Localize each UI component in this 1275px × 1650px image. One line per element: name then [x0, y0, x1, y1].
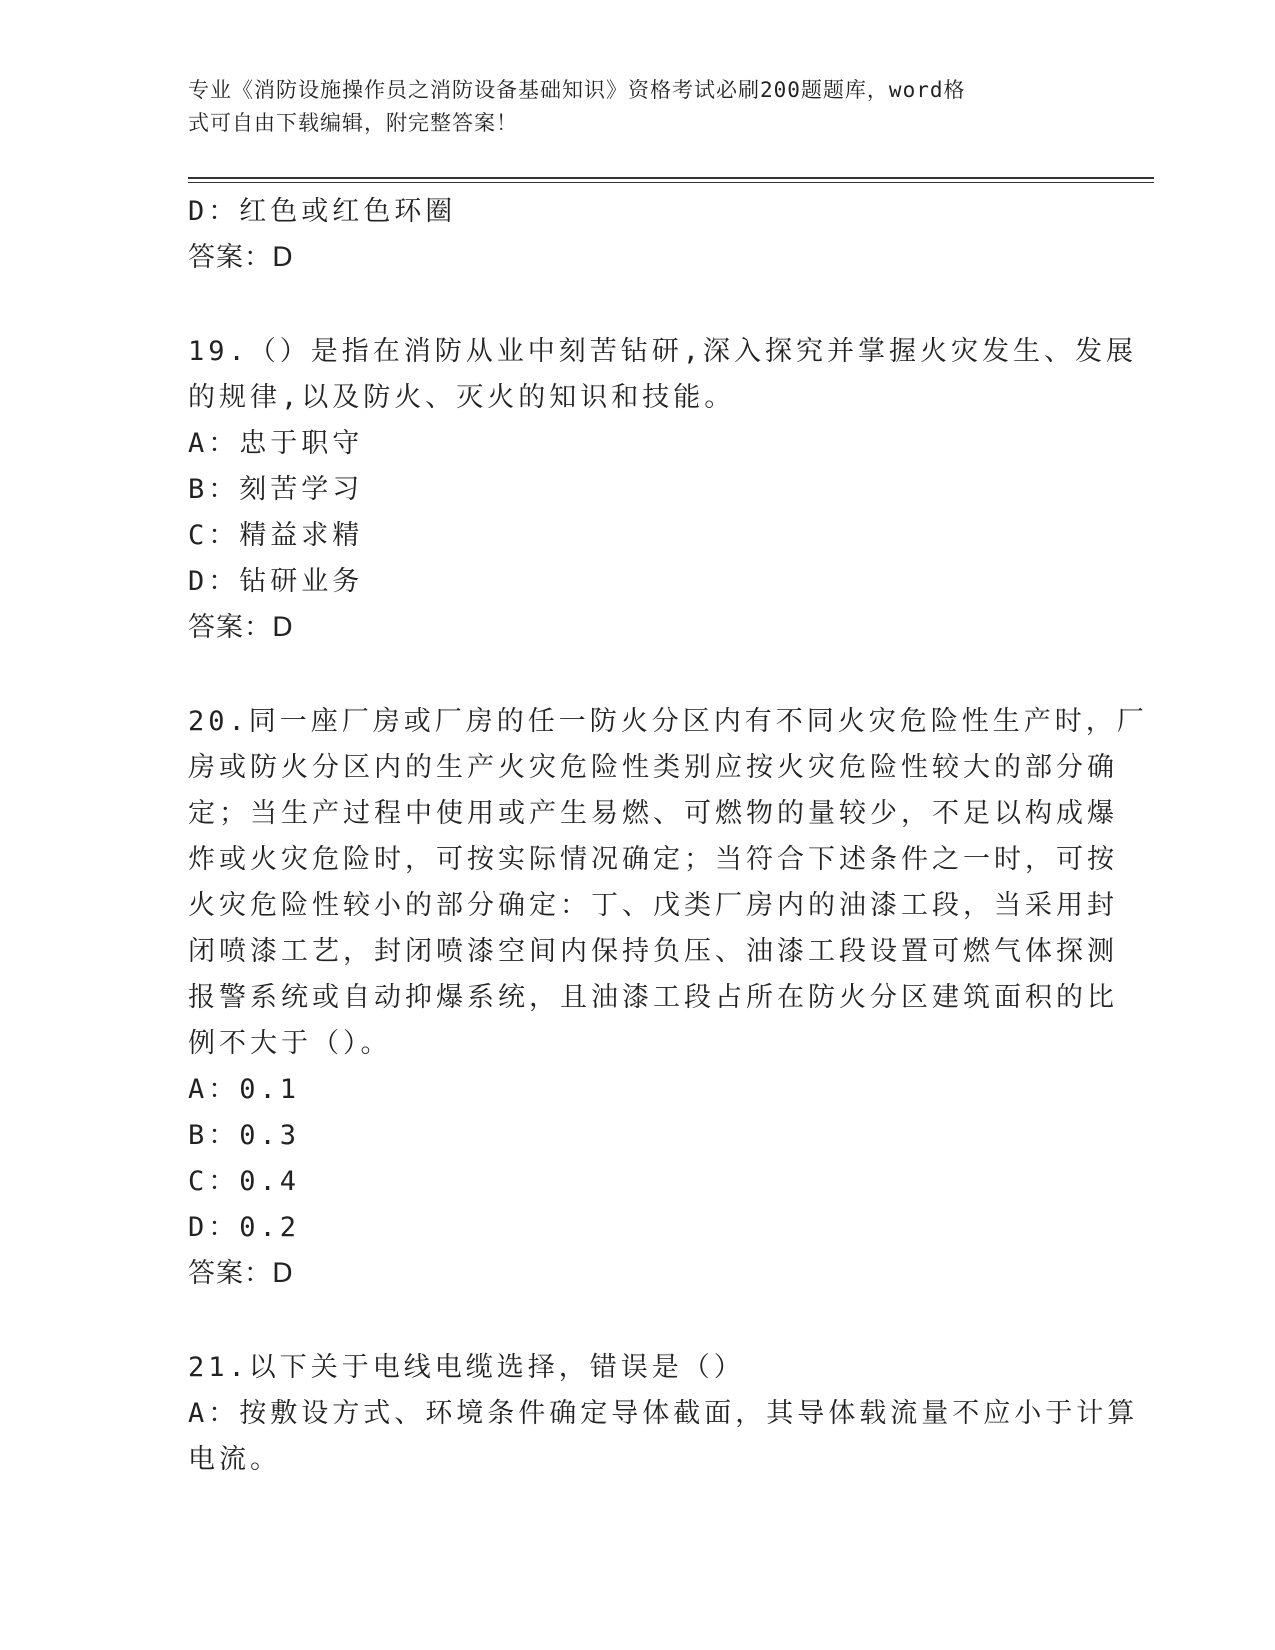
option-b: B：刻苦学习 — [188, 474, 364, 505]
option-d: D：红色或红色环圈 — [188, 196, 457, 227]
header-line-2: 式可自由下载编辑，附完整答案！ — [188, 111, 518, 135]
question-text-line: 炸或火灾危险时，可按实际情况确定；当符合下述条件之一时，可按 — [188, 844, 1118, 875]
question-text-line: 定；当生产过程中使用或产生易燃、可燃物的量较少，不足以构成爆 — [188, 798, 1118, 829]
header-line-1: 专业《消防设施操作员之消防设备基础知识》资格考试必刷200题题库，word格 — [188, 78, 966, 102]
question-text-line: 火灾危险性较小的部分确定：丁、戊类厂房内的油漆工段，当采用封 — [188, 890, 1118, 921]
answer-line: 答案：D — [188, 242, 294, 273]
question-text-line: 的规律,以及防火、灭火的知识和技能。 — [188, 382, 736, 413]
question-text-line: 例不大于（）。 — [188, 1028, 392, 1059]
question-text-line: 19.（）是指在消防从业中刻苦钻研,深入探究并掌握火灾发生、发展 — [188, 336, 1138, 367]
option-a: A：按敷设方式、环境条件确定导体截面，其导体载流量不应小于计算 — [188, 1398, 1139, 1429]
option-b: B：0.3 — [188, 1120, 301, 1151]
answer-line: 答案：D — [188, 1258, 294, 1289]
option-a-continued: 电流。 — [188, 1444, 281, 1475]
page-header — [188, 74, 1068, 140]
answer-line: 答案：D — [188, 612, 294, 643]
question-21 — [188, 1345, 1139, 1483]
option-c: C：精益求精 — [188, 520, 364, 551]
question-text-line: 闭喷漆工艺，封闭喷漆空间内保持负压、油漆工段设置可燃气体探测 — [188, 936, 1118, 967]
option-a: A：忠于职守 — [188, 428, 364, 459]
question-text-line: 房或防火分区内的生产火灾危险性类别应按火灾危险性较大的部分确 — [188, 752, 1118, 783]
question-text-line: 20.同一座厂房或厂房的任一防火分区内有不同火灾危险性生产时，厂 — [188, 706, 1148, 737]
question-18-tail — [188, 189, 1088, 281]
option-c: C：0.4 — [188, 1166, 301, 1197]
option-a: A：0.1 — [188, 1074, 301, 1105]
question-text-line: 21.以下关于电线电缆选择，错误是（） — [188, 1352, 745, 1383]
header-divider-thick — [188, 177, 1154, 179]
question-20 — [188, 699, 1148, 1297]
option-d: D：钻研业务 — [188, 566, 364, 597]
question-19 — [188, 329, 1138, 651]
header-divider-thin — [188, 182, 1154, 183]
question-text-line: 报警系统或自动抑爆系统，且油漆工段占所在防火分区建筑面积的比 — [188, 982, 1118, 1013]
option-d: D：0.2 — [188, 1212, 301, 1243]
question-content — [188, 189, 1148, 1483]
